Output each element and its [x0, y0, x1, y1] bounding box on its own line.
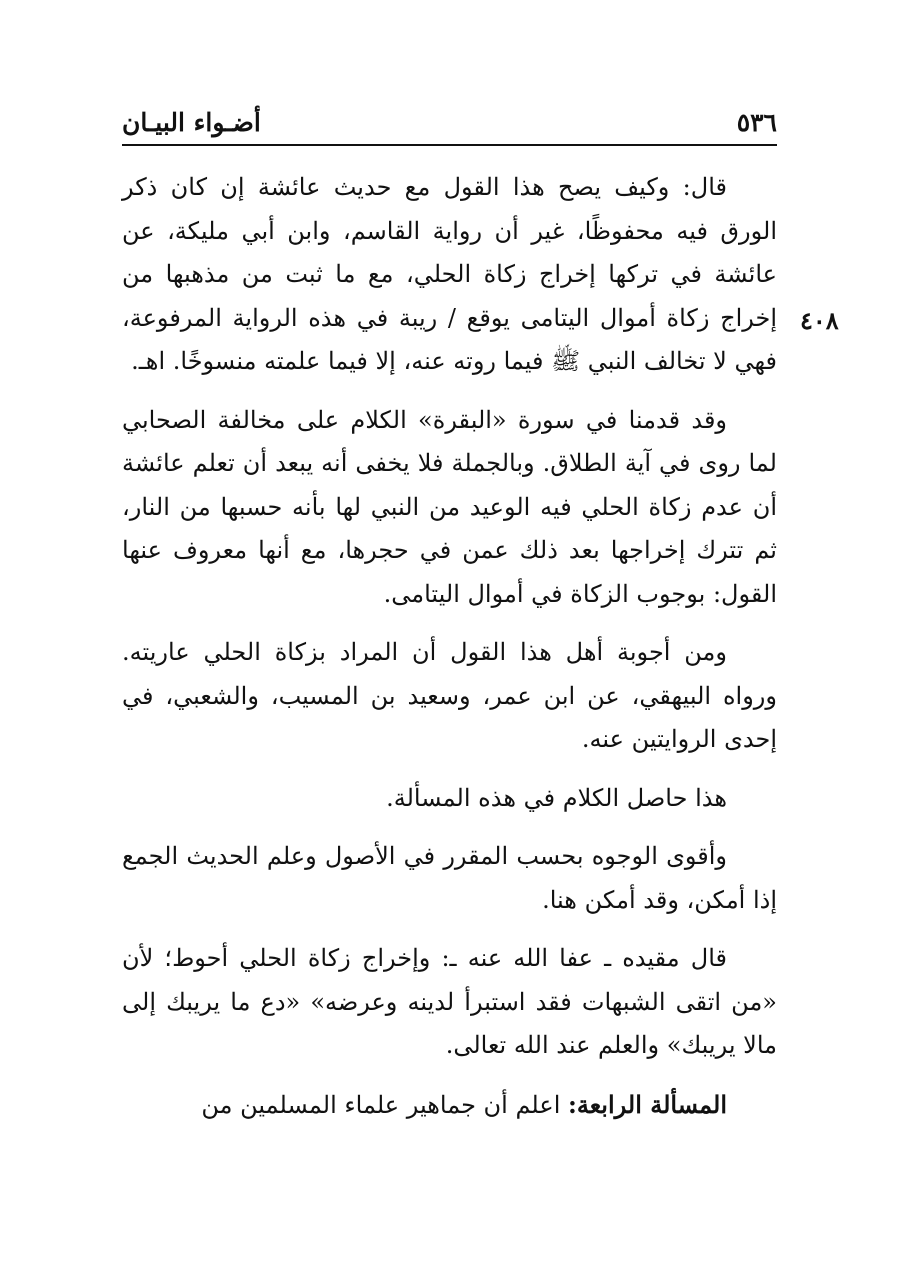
paragraph: [122, 1083, 777, 1128]
margin-page-reference: ٤٠٨: [800, 306, 839, 335]
paragraph: قال: وكيف يصح هذا القول مع حديث عائشة إن كان ذكر الورق فيه محفوظًا، غير أن رواية القاسم، وابن أبي مليكة، عن عائشة في تركها إخراج زكاة الحلي، مع ما ثبت من مذهبها من إخراج زكاة أموال اليتامى يوقع / ريبة في هذه الرواية المرفوعة، فهي لا تخالف النبي ﷺ فيما روته عنه، إلا فيما علمته منسوخًا. اهـ.: [122, 173, 777, 375]
section-heading: المسألة الرابعة:: [568, 1089, 727, 1119]
page-number: ٥٣٦: [736, 108, 777, 137]
page-header: [122, 108, 777, 146]
book-title: أضـواء البيـان: [122, 108, 261, 137]
paragraph-text: اعلم أن جماهير علماء المسلمين من: [201, 1090, 568, 1119]
body-text: [122, 166, 777, 1127]
paragraph: قال مقيده ـ عفا الله عنه ـ: وإخراج زكاة الحلي أحوط؛ لأن «من اتقى الشبهات فقد استبرأ لدينه وعرضه» «دع ما يريبك إلى مالا يريبك» والعلم عند الله تعالى.: [122, 944, 777, 1059]
paragraph: وقد قدمنا في سورة «البقرة» الكلام على مخالفة الصحابي لما روى في آية الطلاق. وبالجملة فلا يخفى أنه يبعد أن تعلم عائشة أن عدم زكاة الحلي فيه الوعيد من النبي لها بأنه حسبها من النار، ثم تترك إخراجها بعد ذلك عمن في حجرها، مع أنها معروف عنها القول: بوجوب الزكاة في أموال اليتامى.: [122, 405, 777, 608]
paragraph: وأقوى الوجوه بحسب المقرر في الأصول وعلم الحديث الجمع إذا أمكن، وقد أمكن هنا.: [122, 842, 777, 914]
paragraph: هذا حاصل الكلام في هذه المسألة.: [386, 783, 727, 812]
paragraph: ومن أجوبة أهل هذا القول أن المراد بزكاة الحلي عاريته. ورواه البيهقي، عن ابن عمر، وسعيد بن المسيب، والشعبي، في إحدى الروايتين عنه.: [122, 638, 777, 753]
